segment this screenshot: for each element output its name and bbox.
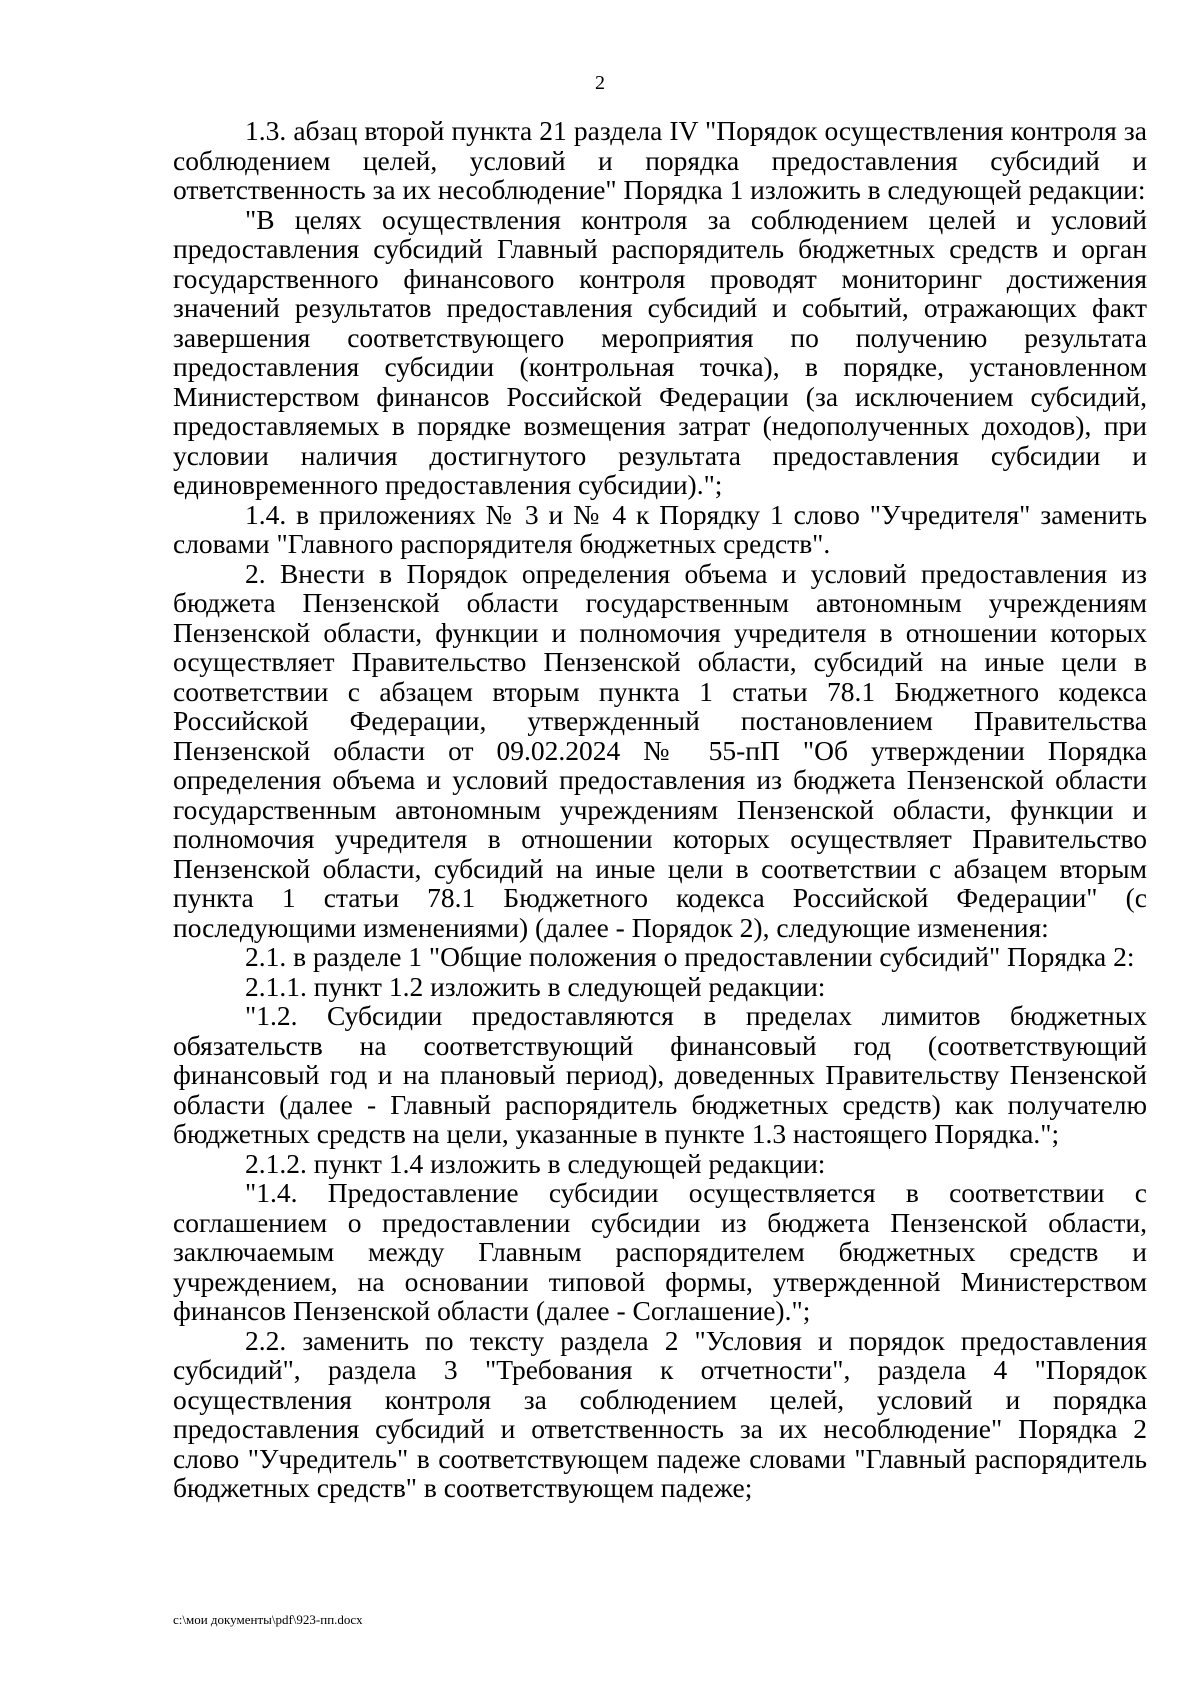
paragraph-1-3: 1.3. абзац второй пункта 21 раздела IV "Порядок осуществления контроля за соблюдением целей, условий и порядка предоставления субсидий и ответственность за их несоблюдение" Порядка 1 изложить в следующей редакции:: [173, 115, 1147, 205]
paragraph-quote-1-2: "1.2. Субсидии предоставляются в пределах лимитов бюджетных обязательств на соответствующий финансовый год (соответствующий финансовый год и на плановый период), доведенных Правительству Пензенской области (далее - Главный распорядитель бюджетных средств) как получателю бюджетных средств на цели, указанные в пункте 1.3 настоящего Порядка.";: [173, 1000, 1147, 1149]
paragraph-quote-control: "В целях осуществления контроля за соблюдением целей и условий предоставления субсидий Главный распорядитель бюджетных средств и орган государственного финансового контроля проводят мониторинг достижения значений результатов предоставления субсидий и событий, отражающих факт завершения соответствующего мероприятия по получению результата предоставления субсидии (контрольная точка), в порядке, установленном Министерством финансов Российской Федерации (за исключением субсидий, предоставляемых в порядке возмещения затрат (недополученных доходов), при условии наличия достигнутого результата предоставления субсидии и единовременного предоставления субсидии).";: [173, 203, 1147, 500]
paragraph-2-1-2: 2.1.2. пункт 1.4 изложить в следующей редакции:: [245, 1147, 826, 1179]
paragraph-2-1: 2.1. в разделе 1 "Общие положения о предоставлении субсидий" Порядка 2:: [245, 941, 1135, 972]
page-number: 2: [595, 72, 605, 94]
document-body: [173, 116, 1147, 1503]
paragraph-2-2: 2.2. заменить по тексту раздела 2 "Условия и порядок предоставления субсидий", раздела 3 "Требования к отчетности", раздела 4 "Порядок осуществления контроля за соблюдением целей, условий и порядка предоставления субсидий и ответственность за их несоблюдение" Порядка 2 слово "Учредитель" в соответствующем падеже словами "Главный распорядитель бюджетных средств" в соответствующем падеже;: [173, 1324, 1147, 1503]
paragraph-quote-1-4: "1.4. Предоставление субсидии осуществляется в соответствии с соглашением о предоставлении субсидии из бюджета Пензенской области, заключаемым между Главным распорядителем бюджетных средств и учреждением, на основании типовой формы, утвержденной Министерством финансов Пензенской области (далее - Соглашение).";: [173, 1177, 1147, 1326]
footer-file-path: c:\мои документы\pdf\923-пп.docx: [173, 1612, 363, 1627]
paragraph-2-1-1: 2.1.1. пункт 1.2 изложить в следующей редакции:: [245, 970, 826, 1002]
paragraph-2: 2. Внести в Порядок определения объема и условий предоставления из бюджета Пензенской области государственным автономным учреждениям Пензенской области, функции и полномочия учредителя в отношении которых осуществляет Правительство Пензенской области, субсидий на иные цели в соответствии с абзацем вторым пункта 1 статьи 78.1 Бюджетного кодекса Российской Федерации, утвержденный постановлением Правительства Пензенской области от 09.02.2024 № 55-пП "Об утверждении Порядка определения объема и условий предоставления из бюджета Пензенской области государственным автономным учреждениям Пензенской области, функции и полномочия учредителя в отношении которых осуществляет Правительство Пензенской области, субсидий на иные цели в соответствии с абзацем вторым пункта 1 статьи 78.1 Бюджетного кодекса Российской Федерации" (с последующими изменениями) (далее - Порядок 2), следующие изменения:: [173, 557, 1147, 943]
paragraph-1-4: 1.4. в приложениях № 3 и № 4 к Порядку 1 слово "Учредителя" заменить словами "Главного распорядителя бюджетных средств".: [173, 498, 1147, 559]
